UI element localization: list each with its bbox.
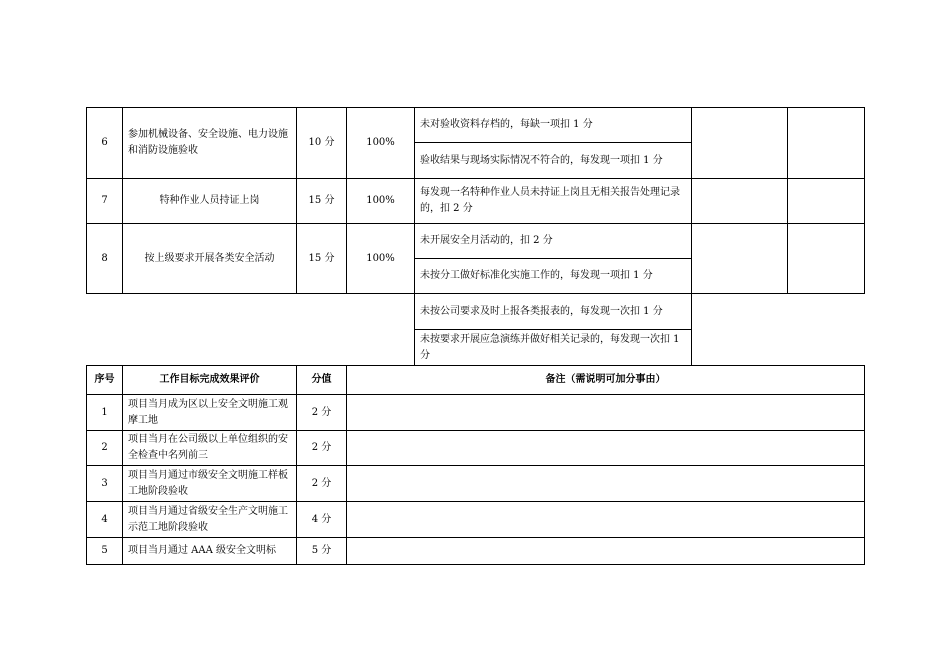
table-row-remark — [346, 394, 865, 431]
table-row-num: 2 — [86, 430, 123, 466]
table-row-item: 参加机械设备、安全设施、电力设施和消防设施验收 — [122, 107, 297, 179]
table-row-remark — [346, 430, 865, 466]
table-row-score: 5 分 — [296, 537, 347, 565]
table-row-score: 15 分 — [296, 223, 347, 294]
table-row-remark — [346, 465, 865, 502]
table-row-percent: 100% — [346, 223, 415, 294]
empty-cell — [787, 223, 865, 294]
empty-cell — [691, 178, 788, 224]
table-row-num: 8 — [86, 223, 123, 294]
table-row-num: 5 — [86, 537, 123, 565]
table-row-score: 2 分 — [296, 430, 347, 466]
table-row-score: 15 分 — [296, 178, 347, 224]
table-row-item: 项目当月通过 AAA 级安全文明标 — [122, 537, 297, 565]
table-row-item: 项目当月通过市级安全文明施工样板工地阶段验收 — [122, 465, 297, 502]
table-row-percent: 100% — [346, 107, 415, 179]
empty-cell — [691, 223, 788, 294]
table-row-percent: 100% — [346, 178, 415, 224]
table-row-score: 10 分 — [296, 107, 347, 179]
table-row-item: 按上级要求开展各类安全活动 — [122, 223, 297, 294]
table-row-remark — [346, 501, 865, 538]
header-remark: 备注（需说明可加分事由） — [346, 365, 865, 395]
empty-cell — [787, 178, 865, 224]
table-row-item: 项目当月通过省级安全生产文明施工示范工地阶段验收 — [122, 501, 297, 538]
criteria-cell: 未按要求开展应急演练并做好相关记录的，每发现一次扣 1 分 — [414, 329, 692, 366]
header-item: 工作目标完成效果评价 — [122, 365, 297, 395]
table-row-item: 特种作业人员持证上岗 — [122, 178, 297, 224]
table-row-num: 6 — [86, 107, 123, 179]
criteria-cell: 未开展安全月活动的，扣 2 分 — [414, 223, 692, 259]
header-num: 序号 — [86, 365, 123, 395]
criteria-cell: 未按分工做好标准化实施工作的，每发现一项扣 1 分 — [414, 258, 692, 294]
table-row-item: 项目当月在公司级以上单位组织的安全检查中名列前三 — [122, 430, 297, 466]
table-row-score: 4 分 — [296, 501, 347, 538]
criteria-cell: 未对验收资料存档的，每缺一项扣 1 分 — [414, 107, 692, 143]
table-row-score: 2 分 — [296, 465, 347, 502]
criteria-cell: 每发现一名特种作业人员未持证上岗且无相关报告处理记录的，扣 2 分 — [414, 178, 692, 224]
empty-cell — [787, 107, 865, 179]
table-row-num: 1 — [86, 394, 123, 431]
header-score: 分值 — [296, 365, 347, 395]
table-row-remark — [346, 537, 865, 565]
criteria-cell: 验收结果与现场实际情况不符合的，每发现一项扣 1 分 — [414, 142, 692, 179]
table-row-score: 2 分 — [296, 394, 347, 431]
table-row-num: 7 — [86, 178, 123, 224]
table-row-num: 3 — [86, 465, 123, 502]
table-row-num: 4 — [86, 501, 123, 538]
criteria-cell: 未按公司要求及时上报各类报表的，每发现一次扣 1 分 — [414, 293, 692, 330]
empty-cell — [691, 107, 788, 179]
table-row-item: 项目当月成为区以上安全文明施工观摩工地 — [122, 394, 297, 431]
